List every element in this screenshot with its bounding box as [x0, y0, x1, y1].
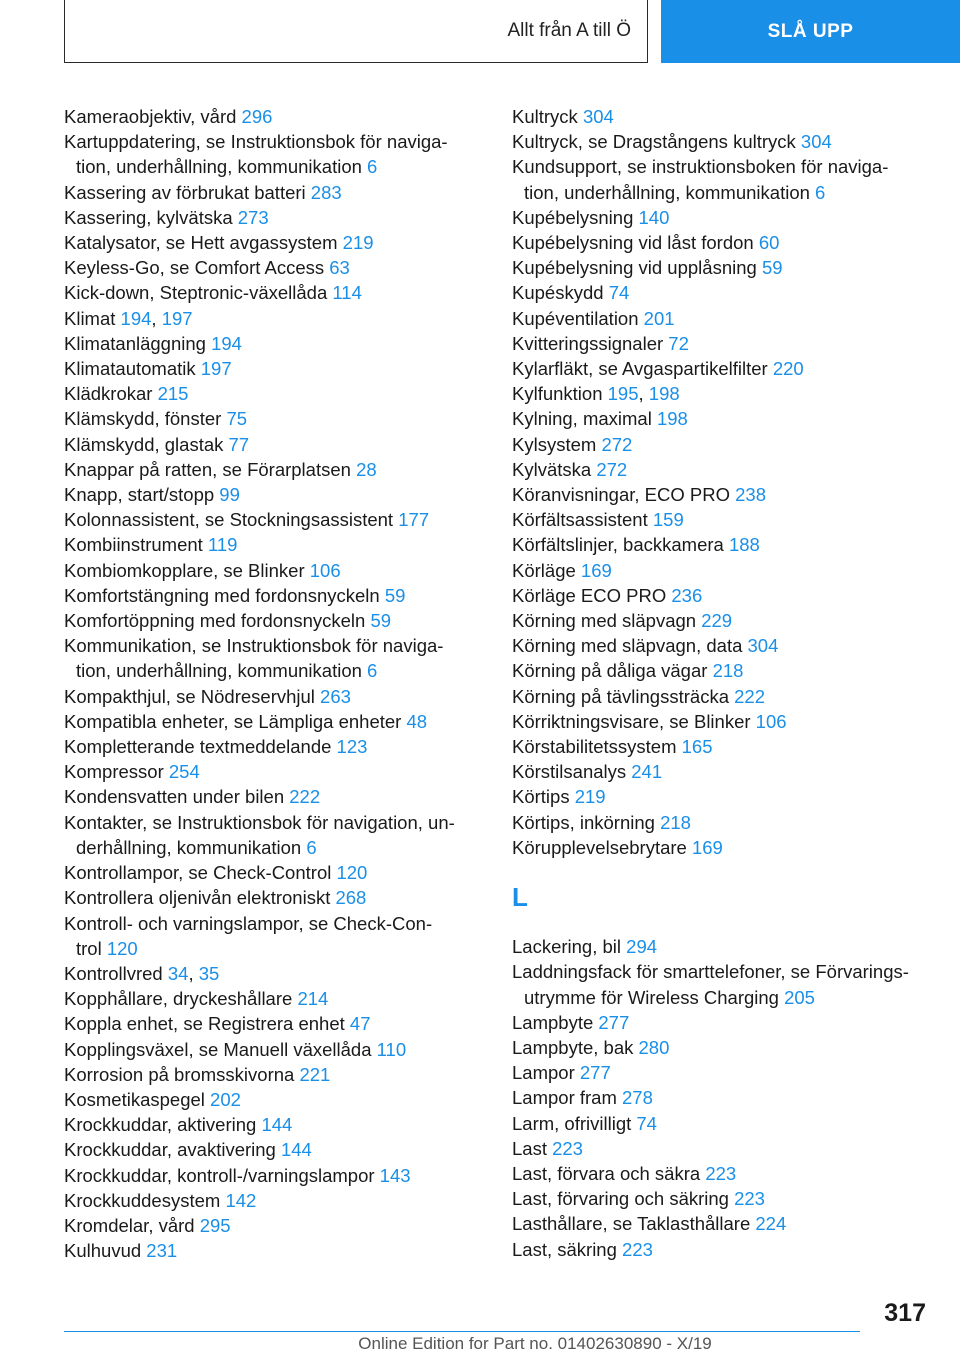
- index-entry-text: Köranvisningar, ECO PRO: [512, 484, 736, 506]
- page-reference-link[interactable]: 222: [734, 685, 765, 707]
- index-entry: [64, 1238, 464, 1263]
- page-reference-link[interactable]: 188: [728, 534, 760, 556]
- index-entry: [512, 230, 912, 255]
- page-reference-link[interactable]: 59: [384, 584, 406, 606]
- index-entry-text: Lampor: [512, 1062, 580, 1084]
- index-entry: [64, 734, 464, 759]
- index-entry: [512, 331, 912, 356]
- index-entry-text: Klämskydd, glastak: [64, 433, 229, 455]
- index-entry-text: Kick-down, Steptronic-växellåda: [64, 282, 333, 304]
- page-reference-link[interactable]: 272: [596, 458, 628, 480]
- index-entry-text: Kultryck, se Dragstångens kultryck: [512, 131, 801, 153]
- index-entry-text: Kassering av förbrukat batteri: [64, 181, 311, 203]
- index-entry: [64, 986, 464, 1011]
- index-entry: [64, 356, 464, 381]
- page-reference-link[interactable]: 278: [622, 1087, 653, 1109]
- index-entry-text: Korrosion på bromsskivorna: [64, 1063, 300, 1085]
- index-entry: [512, 959, 912, 1009]
- index-entry: [512, 934, 912, 959]
- index-entry: [512, 835, 912, 860]
- index-entry: [64, 129, 464, 179]
- index-entry-text: Komfortöppning med fordonsnyckeln: [64, 610, 371, 632]
- index-entry-text: Kopplingsväxel, se Manuell växellåda: [64, 1038, 377, 1060]
- page-reference-link[interactable]: 6: [815, 181, 826, 203]
- page-separator: ,: [151, 307, 162, 329]
- page-reference-link[interactable]: 236: [671, 584, 703, 606]
- index-entry: [64, 633, 464, 683]
- index-entry: [64, 558, 464, 583]
- index-entry: [512, 205, 912, 230]
- index-entry: [64, 1087, 464, 1112]
- index-entry: [512, 381, 912, 406]
- page-reference-link[interactable]: 231: [146, 1240, 178, 1262]
- index-entry: [512, 507, 912, 532]
- index-entry-text: Kameraobjektiv, vård: [64, 106, 242, 127]
- index-entry: [64, 810, 464, 860]
- index-entry-text: Kupébelysning: [512, 206, 639, 228]
- page-reference-link[interactable]: 144: [261, 1114, 293, 1136]
- page-reference-link[interactable]: 254: [168, 761, 200, 783]
- index-entry-text: Kromdelar, vård: [64, 1214, 200, 1236]
- page-reference-link[interactable]: 63: [329, 257, 350, 279]
- page-reference-link[interactable]: 296: [241, 106, 273, 127]
- index-entry-text: Kompressor: [64, 761, 169, 783]
- page-separator: ,: [638, 383, 649, 405]
- index-entry: [512, 1010, 912, 1035]
- index-entry-text: Kupébelysning vid upplåsning: [512, 257, 762, 279]
- index-entry-text: Klimat: [64, 307, 121, 329]
- index-entry-text: Krockkuddesystem: [64, 1189, 226, 1211]
- page-reference-link[interactable]: 106: [755, 710, 787, 732]
- index-entry: [512, 306, 912, 331]
- page-reference-link[interactable]: 215: [157, 383, 189, 405]
- index-entry-text: Last, säkring: [512, 1238, 623, 1260]
- index-entry-text: Kosmetikaspegel: [64, 1088, 211, 1110]
- page-separator: ,: [188, 962, 199, 984]
- page-reference-link[interactable]: 223: [734, 1188, 765, 1210]
- index-entry: [512, 482, 912, 507]
- page-reference-link[interactable]: 28: [356, 458, 377, 480]
- index-entry-text: Kassering, kylvätska: [64, 206, 238, 228]
- index-entry: [512, 104, 912, 129]
- index-entry: [512, 255, 912, 280]
- index-entry-text: Kylarfläkt, se Avgaspartikelfilter: [512, 358, 773, 380]
- index-entry-text: Körtips: [512, 786, 575, 808]
- index-entry-text: Lampor fram: [512, 1087, 623, 1109]
- page-reference-link[interactable]: 72: [668, 332, 689, 354]
- index-entry: [512, 1136, 912, 1161]
- section-letter: L: [512, 882, 528, 913]
- index-entry: [512, 608, 912, 633]
- page-reference-link[interactable]: 194: [120, 307, 152, 329]
- index-entry-text: Kylvätska: [512, 458, 597, 480]
- index-entry: [512, 1060, 912, 1085]
- index-entry: [64, 255, 464, 280]
- index-entry: [64, 709, 464, 734]
- page-reference-link[interactable]: 34: [167, 962, 189, 984]
- index-entry-text: Kondensvatten under bilen: [64, 786, 290, 808]
- index-entry-text: Komfortstängning med fordonsnyckeln: [64, 584, 385, 606]
- page-reference-link[interactable]: 99: [219, 484, 240, 506]
- page-reference-link[interactable]: 110: [376, 1038, 407, 1060]
- index-entry-text: Körning med släpvagn, data: [512, 635, 748, 657]
- page-reference-link[interactable]: 119: [207, 534, 238, 556]
- index-entry: [512, 532, 912, 557]
- page-reference-link[interactable]: 120: [106, 937, 138, 959]
- index-entry: [64, 482, 464, 507]
- index-entry-text: Kombiinstrument: [64, 534, 208, 556]
- index-entry-text: Knappar på ratten, se Förarplatsen: [64, 458, 357, 480]
- index-entry: [64, 583, 464, 608]
- page-reference-link[interactable]: 220: [772, 358, 804, 380]
- tab-lookup[interactable]: SLÅ UPP: [661, 0, 960, 63]
- page-reference-link[interactable]: 169: [691, 836, 723, 858]
- page-reference-link[interactable]: 222: [289, 786, 321, 808]
- index-entry-text: Körläge ECO PRO: [512, 584, 672, 606]
- page-reference-link[interactable]: 283: [310, 181, 342, 203]
- index-entry: [64, 280, 464, 305]
- index-entry-text: Körning på dåliga vägar: [512, 660, 713, 682]
- index-entry: [64, 104, 464, 129]
- index-entry: [64, 306, 464, 331]
- index-entry-text: Last: [512, 1137, 553, 1159]
- page-reference-link[interactable]: 123: [336, 736, 368, 758]
- index-entry: [64, 784, 464, 809]
- index-entry-text: Körfältslinjer, backkamera: [512, 534, 729, 556]
- index-entry-text: Knapp, start/stopp: [64, 484, 220, 506]
- page-reference-link[interactable]: 75: [226, 408, 248, 430]
- index-entry-text: Krockkuddar, kontroll-/varningslampor: [64, 1164, 380, 1186]
- index-entry-text: derhållning, kommunikation: [76, 836, 307, 858]
- index-entry: [64, 205, 464, 230]
- index-entry-text: Kupéskydd: [512, 282, 609, 304]
- index-entry: [512, 734, 912, 759]
- index-entry-text: Lampbyte, bak: [512, 1036, 639, 1058]
- index-entry: [512, 684, 912, 709]
- index-entry: [64, 180, 464, 205]
- footer-edition: Online Edition for Part no. 01402630890 - X/19: [358, 1334, 712, 1353]
- index-entry: [512, 1035, 912, 1060]
- index-entry: [512, 759, 912, 784]
- index-entry-text: Kompletterande textmeddelande: [64, 736, 337, 758]
- page-reference-link[interactable]: 294: [626, 936, 658, 958]
- index-entry: [64, 1213, 464, 1238]
- index-entry-text: Körning med släpvagn: [512, 610, 702, 632]
- index-column-right: [512, 104, 912, 1262]
- page-reference-link[interactable]: 218: [660, 811, 691, 833]
- index-entry-text: Kolonnassistent, se Stockningsassistent: [64, 509, 399, 531]
- index-entry: [64, 1037, 464, 1062]
- index-entry-text: Klimatanläggning: [64, 332, 212, 354]
- index-entry-text: Katalysator, se Hett avgassystem: [64, 232, 343, 254]
- index-entry: [512, 406, 912, 431]
- index-entry: [512, 154, 912, 204]
- index-entry: [64, 1163, 464, 1188]
- index-entry: [512, 1186, 912, 1211]
- index-entry-text: Kupébelysning vid låst fordon: [512, 232, 759, 254]
- page-reference-link[interactable]: 74: [608, 282, 630, 304]
- page-reference-link[interactable]: 48: [406, 710, 428, 732]
- index-entry-text: Kylfunktion: [512, 383, 608, 405]
- page-reference-link[interactable]: 177: [398, 509, 430, 531]
- index-entry: [64, 457, 464, 482]
- page-reference-link[interactable]: 221: [299, 1063, 331, 1085]
- index-entry-text: Kontakter, se Instruktionsbok för navigation, un-: [64, 811, 455, 833]
- page-reference-link[interactable]: 201: [643, 307, 675, 329]
- index-entry-text: Last, förvaring och säkring: [512, 1188, 735, 1210]
- page-reference-link[interactable]: 205: [784, 986, 815, 1008]
- index-entry: [64, 230, 464, 255]
- index-entry: [512, 1237, 912, 1262]
- index-entry: [64, 1112, 464, 1137]
- index-entry: [512, 280, 912, 305]
- index-entry-text: Körupplevelsebrytare: [512, 836, 692, 858]
- index-entry: [64, 406, 464, 431]
- index-entry-text: Kontrollvred: [64, 962, 168, 984]
- index-entry-text: Koppla enhet, se Registrera enhet: [64, 1013, 350, 1035]
- index-entry: [512, 457, 912, 482]
- index-entry-text: Krockkuddar, avaktivering: [64, 1139, 281, 1161]
- index-entry: [512, 709, 912, 734]
- page-reference-link[interactable]: 194: [211, 332, 242, 354]
- index-entry: [512, 810, 912, 835]
- page-reference-link[interactable]: 120: [336, 862, 368, 884]
- page-reference-link[interactable]: 74: [636, 1112, 657, 1134]
- index-entry-text: Kontroll- och varningslampor, se Check-Con-: [64, 912, 433, 934]
- page-reference-link[interactable]: 143: [379, 1164, 411, 1186]
- index-entry-text: Laddningsfack för smarttelefoner, se Förvarings-: [512, 961, 909, 983]
- index-entry: [64, 885, 464, 910]
- page-reference-link[interactable]: 169: [580, 559, 612, 581]
- page-reference-link[interactable]: 60: [758, 232, 780, 254]
- page-reference-link[interactable]: 6: [367, 156, 378, 178]
- page-reference-link[interactable]: 198: [656, 408, 688, 430]
- index-entry-text: Körtips, inkörning: [512, 811, 661, 833]
- page-reference-link[interactable]: 280: [638, 1036, 670, 1058]
- page-reference-link[interactable]: 202: [210, 1088, 241, 1110]
- page-reference-link[interactable]: 77: [228, 433, 250, 455]
- page-reference-link[interactable]: 223: [705, 1162, 737, 1184]
- index-entry-text: Kombiomkopplare, se Blinker: [64, 559, 310, 581]
- index-entry-text: Keyless-Go, se Comfort Access: [64, 257, 330, 279]
- page-reference-link[interactable]: 277: [598, 1011, 630, 1033]
- page-reference-link[interactable]: 197: [161, 307, 193, 329]
- page-reference-link[interactable]: 304: [747, 635, 779, 657]
- index-entry: [512, 1161, 912, 1186]
- page-reference-link[interactable]: 277: [579, 1062, 611, 1084]
- page-reference-link[interactable]: 223: [622, 1238, 653, 1260]
- index-entry-text: Lasthållare, se Taklasthållare: [512, 1213, 756, 1235]
- footer-divider: [64, 1331, 860, 1332]
- index-entry: [512, 558, 912, 583]
- index-entry: [512, 583, 912, 608]
- index-entry: [64, 1011, 464, 1036]
- index-entry-text: Klädkrokar: [64, 383, 158, 405]
- index-entry-text: Kompatibla enheter, se Lämpliga enheter: [64, 710, 407, 732]
- index-entry: [64, 1188, 464, 1213]
- page-reference-link[interactable]: 144: [280, 1139, 312, 1161]
- page-reference-link[interactable]: 263: [320, 685, 351, 707]
- index-group-l: [512, 934, 912, 1262]
- index-entry: [64, 911, 464, 961]
- index-entry: [64, 432, 464, 457]
- index-entry: [64, 684, 464, 709]
- index-entry: [512, 1211, 912, 1236]
- index-entry-text: Körfältsassistent: [512, 509, 653, 531]
- index-entry-text: Kylning, maximal: [512, 408, 657, 430]
- index-entry-text: Krockkuddar, aktivering: [64, 1114, 262, 1136]
- page-reference-link[interactable]: 197: [200, 358, 232, 380]
- page-reference-link[interactable]: 6: [306, 836, 317, 858]
- page-reference-link[interactable]: 6: [367, 660, 378, 682]
- index-entry: [512, 1085, 912, 1110]
- page-reference-link[interactable]: 241: [631, 761, 663, 783]
- page-reference-link[interactable]: 59: [761, 257, 783, 279]
- index-entry: [64, 1062, 464, 1087]
- page-reference-link[interactable]: 35: [198, 962, 220, 984]
- index-entry-text: Klämskydd, fönster: [64, 408, 227, 430]
- index-entry-text: Kompakthjul, se Nödreservhjul: [64, 685, 321, 707]
- index-entry-text: Last, förvara och säkra: [512, 1162, 706, 1184]
- index-entry: [64, 532, 464, 557]
- index-entry-text: Kulhuvud: [64, 1240, 147, 1262]
- page-reference-link[interactable]: 238: [735, 484, 766, 506]
- index-entry-text: Kopphållare, dryckeshållare: [64, 988, 298, 1010]
- page-reference-link[interactable]: 268: [335, 887, 367, 909]
- page-reference-link[interactable]: 304: [800, 131, 832, 153]
- top-navigation: [0, 0, 960, 66]
- index-group-k: [512, 104, 912, 860]
- index-entry-text: Kupéventilation: [512, 307, 644, 329]
- index-entry-text: Kundsupport, se instruktionsboken för naviga-: [512, 156, 889, 178]
- page-reference-link[interactable]: 47: [349, 1013, 371, 1035]
- index-entry-text: utrymme för Wireless Charging: [524, 986, 785, 1008]
- index-entry: [64, 381, 464, 406]
- page-reference-link[interactable]: 159: [652, 509, 684, 531]
- index-entry-text: Kvitteringssignaler: [512, 332, 669, 354]
- index-entry-text: Kylsystem: [512, 433, 602, 455]
- page-reference-link[interactable]: 114: [332, 282, 362, 304]
- page-reference-link[interactable]: 295: [199, 1214, 231, 1236]
- page-reference-link[interactable]: 219: [574, 786, 606, 808]
- page-reference-link[interactable]: 218: [712, 660, 744, 682]
- index-entry: [512, 658, 912, 683]
- page-reference-link[interactable]: 229: [701, 610, 733, 632]
- index-entry-text: tion, underhållning, kommunikation: [76, 660, 368, 682]
- index-entry-text: Kontrollampor, se Check-Control: [64, 862, 337, 884]
- page-reference-link[interactable]: 195: [607, 383, 639, 405]
- index-column-left: [64, 104, 464, 1263]
- index-entry-text: Kontrollera oljenivån elektroniskt: [64, 887, 336, 909]
- page-number: 317: [884, 1299, 926, 1327]
- page-reference-link[interactable]: 214: [297, 988, 329, 1010]
- index-entry-text: Klimatautomatik: [64, 358, 201, 380]
- index-entry-text: Körstabilitetssystem: [512, 736, 682, 758]
- page-reference-link[interactable]: 165: [681, 736, 713, 758]
- index-entry: [64, 331, 464, 356]
- index-entry: [64, 759, 464, 784]
- index-entry-text: Lackering, bil: [512, 936, 627, 958]
- page-reference-link[interactable]: 219: [342, 232, 374, 254]
- index-entry: [512, 784, 912, 809]
- index-entry-text: tion, underhållning, kommunikation: [524, 181, 816, 203]
- index-entry: [64, 961, 464, 986]
- page-reference-link[interactable]: 224: [755, 1213, 787, 1235]
- page-reference-link[interactable]: 59: [370, 610, 392, 632]
- index-entry: [512, 432, 912, 457]
- page-reference-link[interactable]: 198: [648, 383, 680, 405]
- page-reference-link[interactable]: 304: [582, 106, 614, 127]
- index-entry-text: Kultryck: [512, 106, 583, 127]
- index-entry: [64, 1137, 464, 1162]
- index-entry-text: Körstilsanalys: [512, 761, 632, 783]
- index-entry-text: Kommunikation, se Instruktionsbok för naviga-: [64, 635, 444, 657]
- tab-a-to-z[interactable]: Allt från A till Ö: [64, 0, 648, 63]
- index-entry: [64, 608, 464, 633]
- index-entry-text: Körläge: [512, 559, 581, 581]
- page-reference-link[interactable]: 272: [601, 433, 633, 455]
- index-entry: [64, 860, 464, 885]
- page-reference-link[interactable]: 106: [309, 559, 341, 581]
- page-reference-link[interactable]: 140: [638, 206, 670, 228]
- index-entry: [64, 507, 464, 532]
- page-reference-link[interactable]: 142: [225, 1189, 257, 1211]
- index-entry: [512, 129, 912, 154]
- index-entry-text: Kartuppdatering, se Instruktionsbok för naviga-: [64, 131, 448, 153]
- index-entry-text: tion, underhållning, kommunikation: [76, 156, 368, 178]
- index-entry-text: Lampbyte: [512, 1011, 599, 1033]
- index-entry-text: Körriktningsvisare, se Blinker: [512, 710, 756, 732]
- index-entry: [512, 356, 912, 381]
- page-reference-link[interactable]: 273: [237, 206, 269, 228]
- index-entry-text: Körning på tävlingssträcka: [512, 685, 735, 707]
- page-reference-link[interactable]: 223: [552, 1137, 583, 1159]
- index-entry-text: trol: [76, 937, 107, 959]
- index-entry: [512, 633, 912, 658]
- index-entry-text: Larm, ofrivilligt: [512, 1112, 637, 1134]
- index-entry: [512, 1111, 912, 1136]
